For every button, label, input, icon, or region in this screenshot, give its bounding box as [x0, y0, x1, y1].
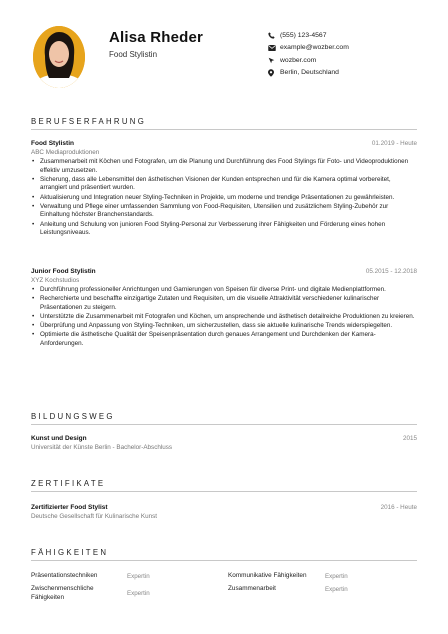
education-year: 2015: [402, 435, 417, 442]
contact-list: [268, 29, 349, 79]
envelope-icon: [268, 45, 280, 51]
skill-name: Kommunikative Fähigkeiten: [228, 572, 307, 579]
job-dates: 05.2015 - 12.2018: [365, 268, 417, 275]
candidate-role: Food Stylistin: [109, 50, 158, 59]
list-item: • Unterstützte die Zusammenarbeit mit Fotografen und Köchen, um ansprechende und ästhetisch detailreiche Produktionen zu kreieren.: [31, 313, 417, 322]
skill-name: Zwischenmenschliche Fähigkeiten: [31, 585, 94, 601]
skill-level: Expertin: [325, 586, 348, 593]
list-item: • Recherchierte und beschaffte einzigartige Zutaten und Requisiten, um die visuelle Attraktivität verschiedener kulinarischer Präsentationen zu steigern.: [31, 295, 417, 312]
website-text[interactable]: wozber.com: [280, 56, 317, 64]
phone-icon: [268, 32, 280, 39]
cursor-link-icon: [268, 57, 280, 64]
section-divider: [31, 491, 417, 492]
job-bullet-list: [31, 286, 417, 349]
certificate-issuer: Deutsche Gesellschaft für Kulinarische Kunst: [31, 513, 157, 520]
degree-title: Kunst und Design: [31, 435, 87, 442]
skill-level: Expertin: [325, 573, 348, 580]
contact-website: [268, 54, 349, 66]
contact-phone: [268, 29, 349, 41]
candidate-name: Alisa Rheder: [109, 29, 204, 46]
job-dates: 01.2019 - Heute: [371, 140, 417, 147]
section-divider: [31, 129, 417, 130]
contact-location: [268, 67, 349, 79]
resume-header: [0, 0, 448, 100]
list-item: • Überprüfung und Anpassung von Styling-Techniken, um sicherzustellen, dass sie aktuelle kulinarische Trends widerspiegelten.: [31, 322, 417, 331]
list-item: • Optimierte die ästhetische Qualität der Speisenpräsentation durch genaues Arrangement und Durchdenken der Kamera-Anforderungen.: [31, 331, 417, 348]
job-bullet-list: [31, 158, 417, 238]
phone-text[interactable]: (555) 123-4567: [280, 31, 327, 39]
list-item: • Durchführung professioneller Anrichtungen und Garnierungen von Speisen für diverse Print- und digitale Medienplattformen.: [31, 286, 417, 295]
section-divider: [31, 560, 417, 561]
list-item: • Anleitung und Schulung von junioren Food Styling-Personal zur Verbesserung ihrer Fähigkeiten und Förderung eines hohen Leistungsniveaus.: [31, 221, 417, 238]
job-company: ABC Mediaproduktionen: [31, 149, 100, 156]
list-item: • Zusammenarbeit mit Köchen und Fotografen, um die Planung und Durchführung des Food Stylings für Foto- und Videoproduktionen effektiv umzusetzen.: [31, 158, 417, 175]
location-text: Berlin, Deutschland: [280, 69, 339, 76]
contact-email: [268, 42, 349, 54]
section-title-education: BILDUNGSWEG: [31, 412, 115, 421]
location-pin-icon: [268, 69, 280, 77]
skill-name: Zusammenarbeit: [228, 585, 276, 592]
avatar: [33, 26, 85, 88]
school-name: Universität der Künste Berlin - Bachelor-Abschluss: [31, 444, 173, 451]
skill-level: Expertin: [127, 590, 150, 597]
section-title-certificates: ZERTIFIKATE: [31, 479, 106, 488]
job-company: XYZ Kochstudios: [31, 277, 80, 284]
job-title: Junior Food Stylistin: [31, 268, 96, 275]
certificate-name: Zertifizierter Food Stylist: [31, 504, 108, 511]
person-portrait-icon: [33, 26, 85, 88]
section-title-experience: BERUFSERFAHRUNG: [31, 117, 147, 126]
skill-name: Präsentationstechniken: [31, 572, 98, 579]
job-title: Food Stylistin: [31, 140, 74, 147]
certificate-dates: 2016 - Heute: [380, 504, 417, 511]
section-title-skills: FÄHIGKEITEN: [31, 548, 109, 557]
list-item: • Aktualisierung und Integration neuer Styling-Techniken in Projekte, um moderne und trendige Präsentationen zu gewährleisten.: [31, 194, 417, 203]
list-item: • Sicherung, dass alle Lebensmittel den ästhetischen Visionen der Kunden entsprechen und für die Kamera optimal vorbereitet, arrangiert und präsentiert wurden.: [31, 176, 417, 193]
skill-level: Expertin: [127, 573, 150, 580]
list-item: • Verwaltung und Pflege einer umfassenden Sammlung von Food-Requisiten, Utensilien und zusätzlichem Styling-Zubehör zur Einhaltung höchster Branchenstandards.: [31, 203, 417, 220]
section-divider: [31, 424, 417, 425]
email-text[interactable]: example@wozber.com: [280, 44, 349, 51]
